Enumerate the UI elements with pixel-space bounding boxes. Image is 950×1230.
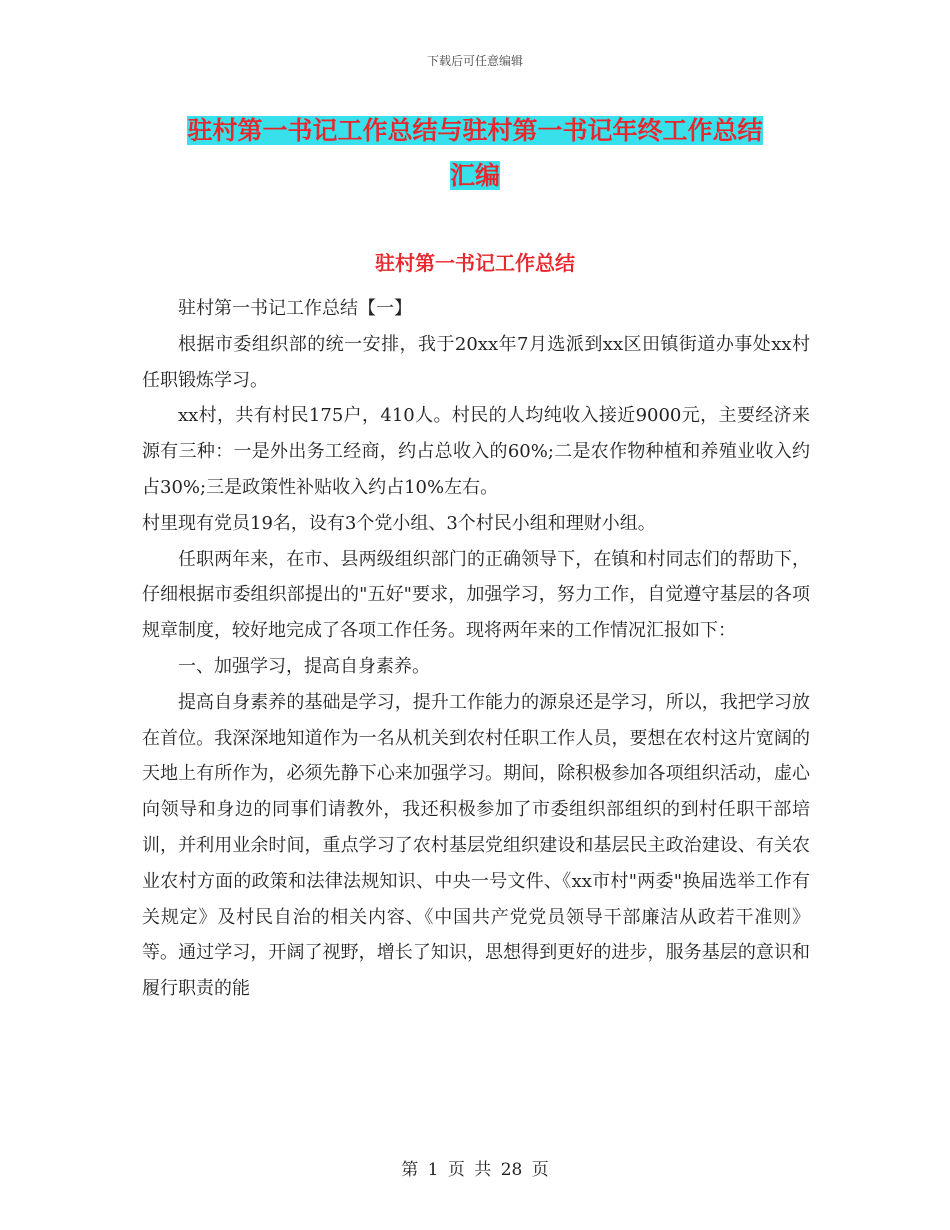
paragraph-heading: 一、加强学习，提高自身素养。	[178, 655, 430, 677]
page-footer: 第 1 页 共 28 页	[401, 1160, 549, 1180]
paragraph: 村里现有党员19名，设有3个党小组、3个村民小组和理财小组。	[142, 512, 656, 534]
document-body	[142, 291, 810, 1007]
paragraph: xx村，共有村民175户，410人。村民的人均纯收入接近9000元，主要经济来源有三种：一是外出务工经商，约占总收入的60%;二是农作物种植和养殖业收入约占30%;三是政策性补贴收入约占10%左右。	[142, 405, 810, 498]
paragraph: 提高自身素养的基础是学习，提升工作能力的源泉还是学习，所以，我把学习放在首位。我深深地知道作为一名从机关到农村任职工作人员，要想在农村这片宽阔的天地上有所作为，必须先静下心来加强学习。期间，除积极参加各项组织活动，虚心向领导和身边的同事们请教外，我还积极参加了市委组织部组织的到村任职干部培训，并利用业余时间，重点学习了农村基层党组织建设和基层民主政治建设、有关农业农村方面的政策和法律法规知识、中央一号文件、《xx市村"两委"换届选举工作有关规定》及村民自治的相关内容、《中国共产党党员领导干部廉洁从政若干准则》等。通过学习，开阔了视野，增长了知识，思想得到更好的进步，服务基层的意识和履行职责的能	[142, 691, 810, 1000]
title-line-1: 驻村第一书记工作总结与驻村第一书记年终工作总结	[187, 116, 763, 145]
section-title: 驻村第一书记工作总结	[375, 251, 575, 275]
paragraph-subtitle: 驻村第一书记工作总结【一】	[178, 298, 412, 319]
paragraph: 任职两年来，在市、县两级组织部门的正确领导下，在镇和村同志们的帮助下，仔细根据市委组织部提出的"五好"要求，加强学习，努力工作，自觉遵守基层的各项规章制度，较好地完成了各项工作任务。现将两年来的工作情况汇报如下：	[142, 548, 810, 642]
title-line-2: 汇编	[449, 161, 500, 190]
header-note: 下载后可任意编辑	[426, 54, 523, 68]
paragraph: 根据市委组织部的统一安排，我于20xx年7月选派到xx区田镇街道办事处xx村任职锻炼学习。	[142, 333, 810, 391]
document-title	[0, 108, 950, 198]
